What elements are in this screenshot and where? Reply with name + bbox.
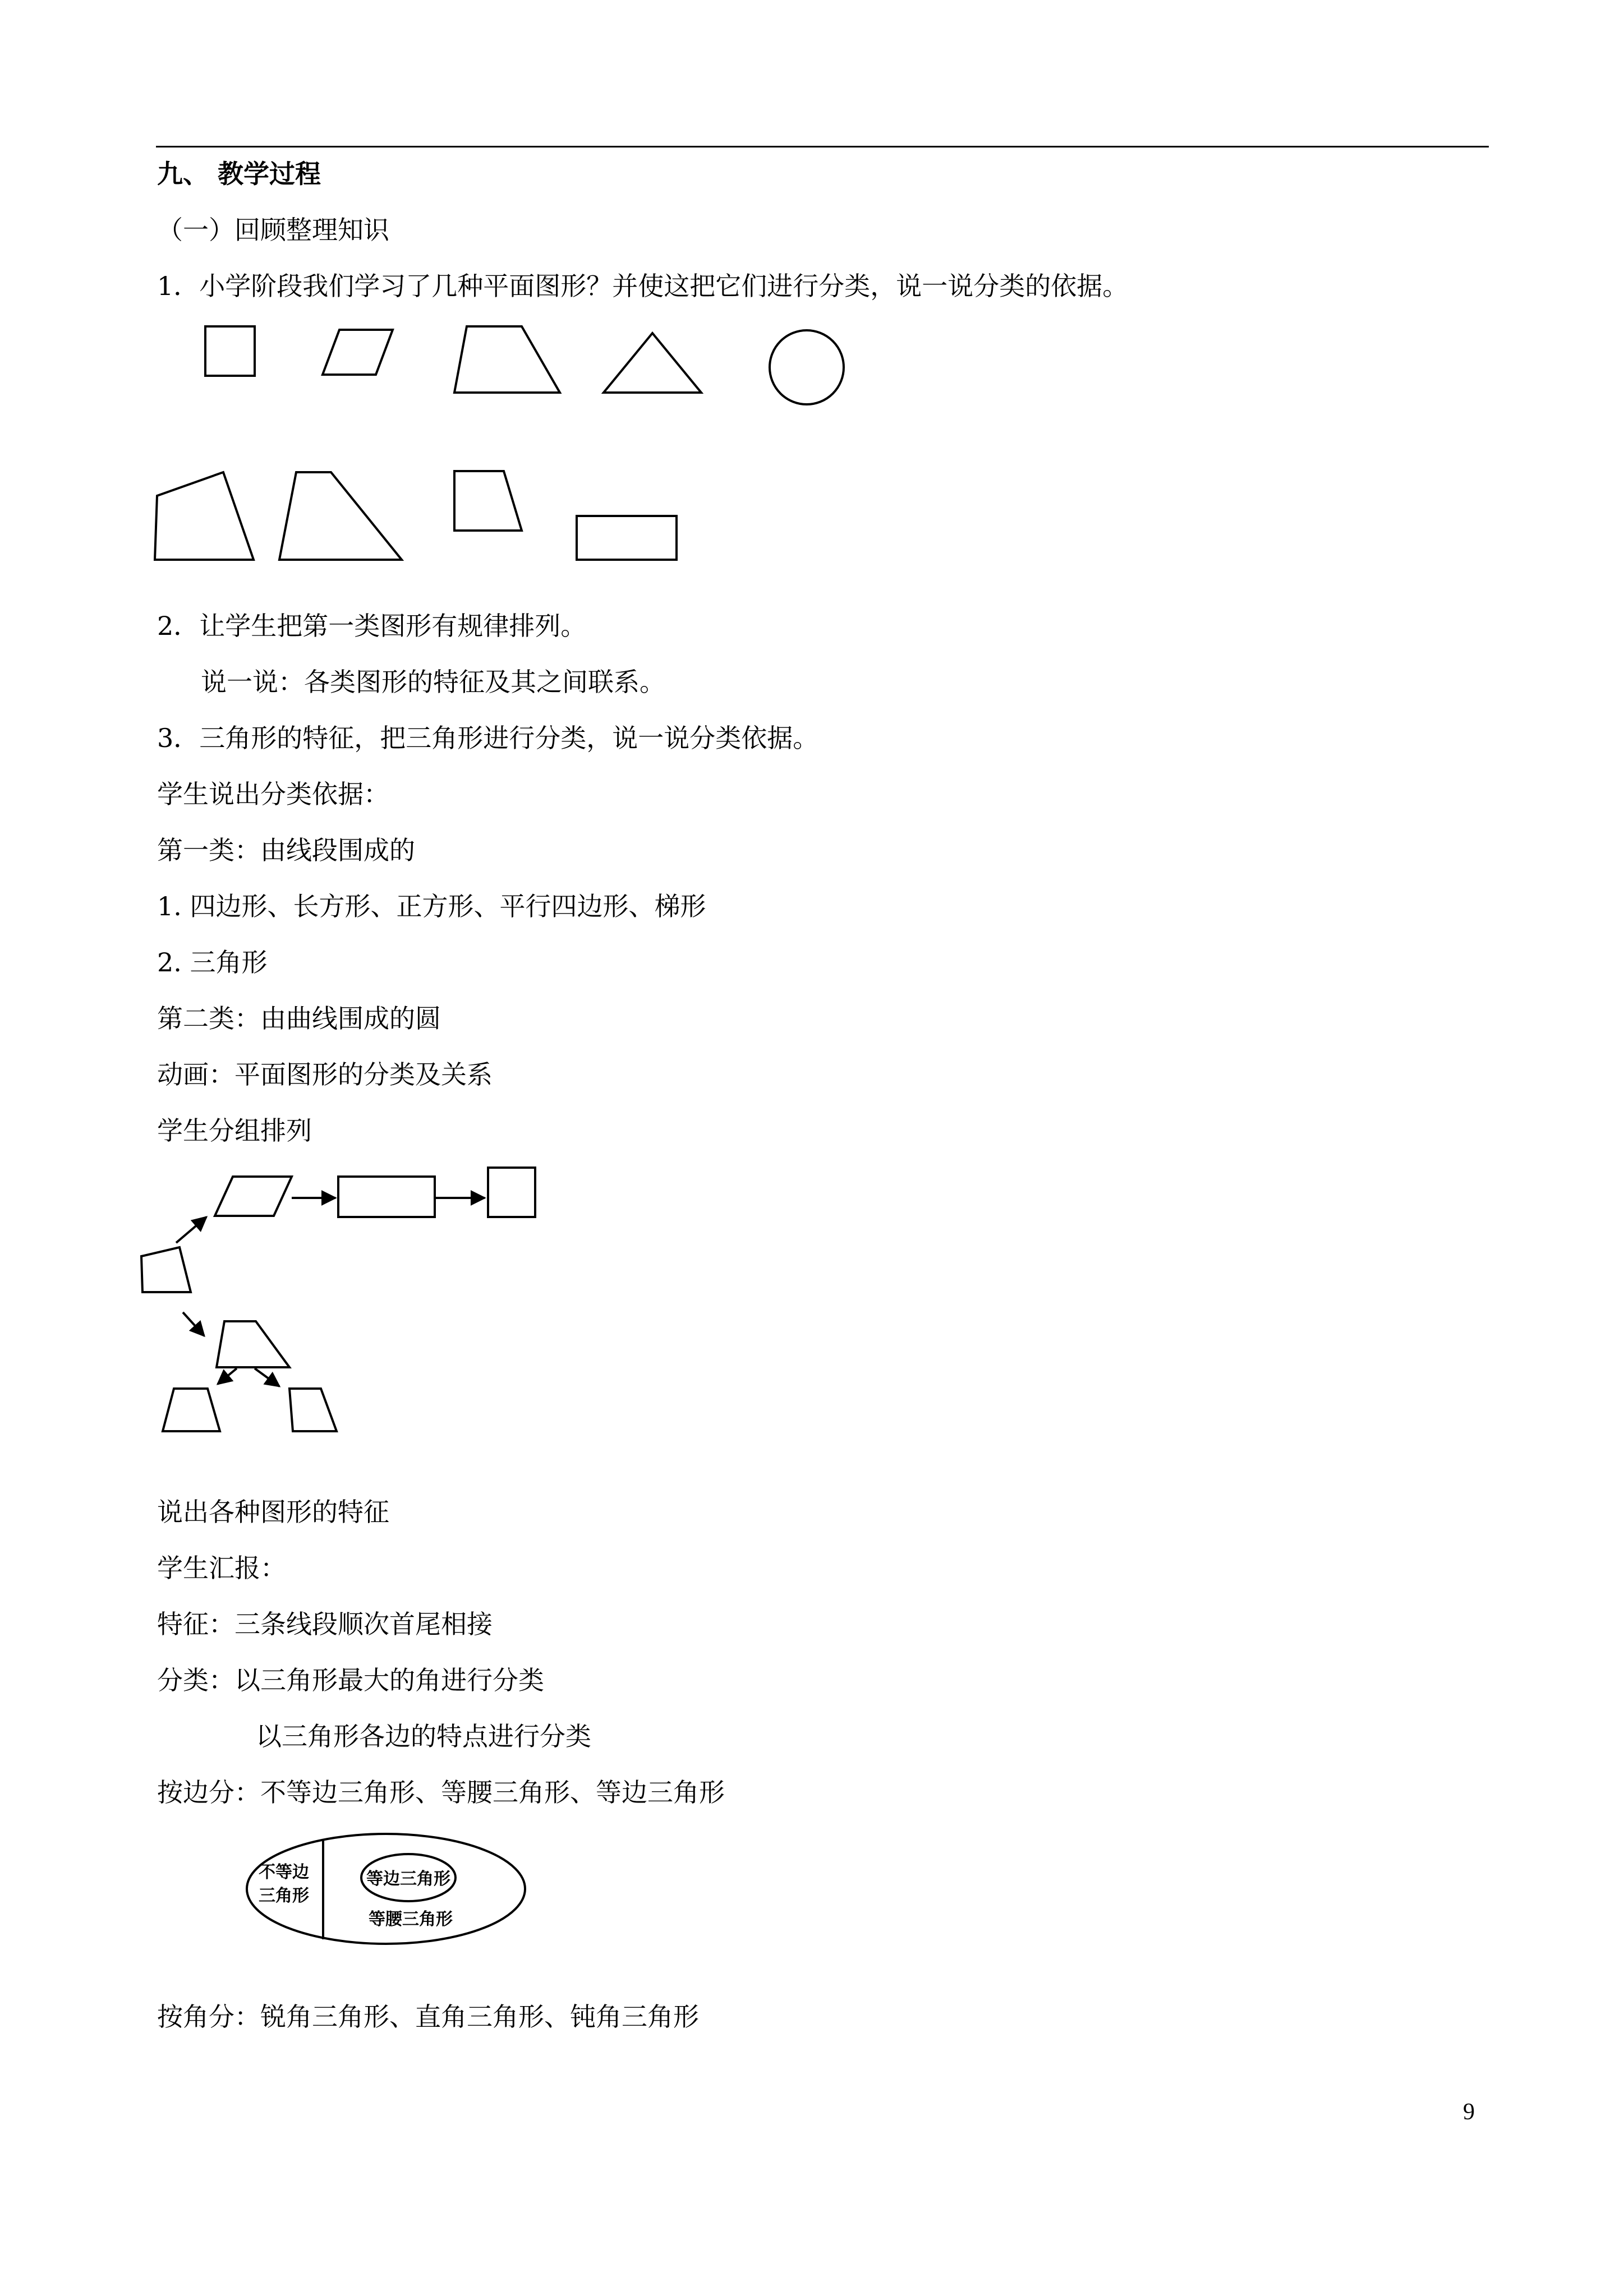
group-arrange: 学生分组排列 [157, 1115, 312, 1146]
question-2-sub: 说一说：各类图形的特征及其之间联系。 [201, 667, 665, 697]
arr-isosceles-trapezoid [163, 1389, 220, 1431]
arrow-quad-to-trapezoid [183, 1312, 204, 1336]
feature-text: 特征：三条线段顺次首尾相接 [157, 1609, 493, 1639]
shapes-row-1 [151, 314, 881, 415]
basis-intro: 学生说出分类依据： [157, 779, 389, 809]
shapes-row-2 [151, 460, 712, 572]
classify-line-1: 分类：以三角形最大的角进行分类 [157, 1665, 544, 1695]
trapezoid-shape [454, 326, 560, 393]
arr-rectangle [338, 1177, 435, 1217]
arrow-trap-to-isosceles [218, 1368, 237, 1384]
question-1: 1．小学阶段我们学习了几种平面图形？并使这把它们进行分类，说一说分类的依据。 [157, 271, 1129, 301]
class-1-item-2: 2. 三角形 [157, 947, 268, 978]
question-2: 2．让学生把第一类图形有规律排列。 [157, 611, 587, 641]
circle-shape [770, 330, 844, 404]
class-1-item-1: 1. 四边形、长方形、正方形、平行四边形、梯形 [157, 891, 706, 921]
arrow-trap-to-right [255, 1368, 279, 1386]
triangle-venn-diagram [241, 1828, 533, 1952]
section-title: （一）回顾整理知识 [157, 215, 389, 245]
page-number: 9 [1463, 2099, 1475, 2125]
right-trapezoid-shape [279, 472, 402, 560]
arr-right-trapezoid [289, 1389, 337, 1431]
arr-parallelogram [215, 1177, 292, 1216]
class-2: 第二类：由曲线围成的圆 [157, 1003, 441, 1034]
arrow-quad-to-para [176, 1217, 206, 1243]
parallelogram-shape [323, 330, 393, 375]
arr-trapezoid [217, 1321, 289, 1367]
square-shape [205, 326, 255, 376]
animation-note: 动画：平面图形的分类及关系 [157, 1059, 493, 1090]
venn-isosceles: 等腰三角形 [369, 1910, 453, 1929]
class-1: 第一类：由线段围成的 [157, 835, 415, 865]
heading: 九、 教学过程 [157, 159, 321, 189]
by-angle-text: 按角分：锐角三角形、直角三角形、钝角三角形 [157, 2002, 699, 2032]
arr-quadrilateral [141, 1247, 191, 1292]
classify-line-2: 以三角形各边的特点进行分类 [256, 1721, 591, 1751]
header-rule [156, 146, 1489, 147]
arr-square [488, 1168, 535, 1217]
question-3: 3．三角形的特征，把三角形进行分类，说一说分类依据。 [157, 723, 819, 753]
triangle-shape [604, 333, 701, 393]
quadrilateral-shape [155, 472, 254, 560]
features-prompt: 说出各种图形的特征 [157, 1497, 389, 1527]
arrangement-diagram [135, 1155, 561, 1447]
trapezoid-small-shape [454, 471, 522, 531]
venn-scalene-2: 三角形 [259, 1886, 309, 1906]
venn-equilateral: 等边三角形 [366, 1869, 450, 1889]
venn-scalene-1: 不等边 [259, 1862, 309, 1882]
rectangle-shape [577, 516, 677, 560]
student-report: 学生汇报： [157, 1553, 286, 1583]
by-side-text: 按边分：不等边三角形、等腰三角形、等边三角形 [157, 1777, 725, 1808]
